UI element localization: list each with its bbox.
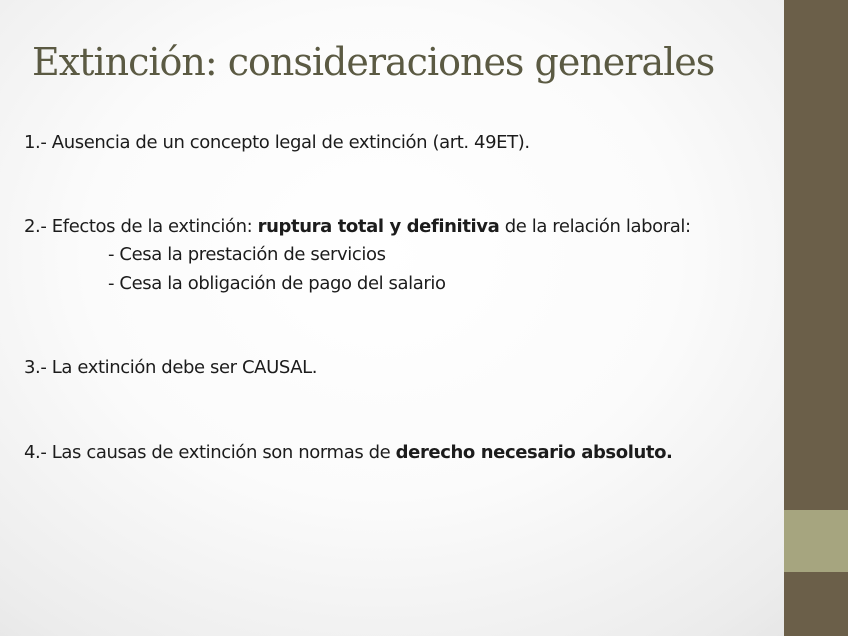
point-2-suffix: de la relación laboral: [499, 216, 691, 237]
point-4-prefix: 4.- Las causas de extinción son normas de [24, 442, 396, 463]
point-2-prefix: 2.- Efectos de la extinción: [24, 216, 258, 237]
point-2-bold: ruptura total y definitiva [257, 216, 500, 237]
point-1: 1.- Ausencia de un concepto legal de extinción (art. 49ET). [24, 132, 530, 153]
side-band-dark-bottom [784, 572, 848, 636]
slide-title: Extinción: consideraciones generales [32, 40, 715, 84]
point-2 [24, 216, 691, 238]
point-3: 3.- La extinción debe ser CAUSAL. [24, 357, 318, 378]
side-band-light [784, 510, 848, 572]
side-band-dark-top [784, 0, 848, 510]
point-4-bold: derecho necesario absoluto. [395, 442, 673, 463]
point-2-subitem-2: - Cesa la obligación de pago del salario [108, 273, 446, 294]
point-2-subitem-1: - Cesa la prestación de servicios [108, 244, 386, 265]
point-4 [24, 442, 673, 464]
